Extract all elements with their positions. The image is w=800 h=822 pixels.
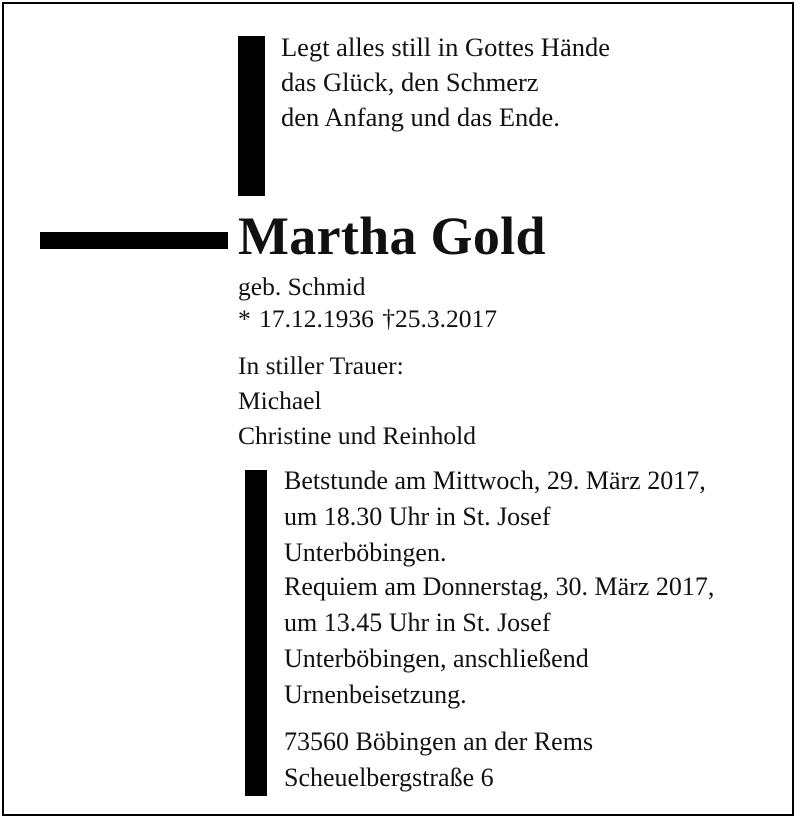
mourners-heading: In stiller Trauer:: [238, 351, 404, 380]
maiden-name: geb. Schmid: [238, 272, 366, 301]
deceased-name: Martha Gold: [238, 206, 546, 266]
requiem-line: Urnenbeisetzung.: [284, 680, 467, 709]
verse-line: den Anfang und das Ende.: [281, 102, 560, 132]
requiem-line: um 13.45 Uhr in St. Josef: [284, 608, 551, 637]
mourner-name: Michael: [238, 386, 322, 415]
prayer-line: Unterböbingen.: [284, 538, 447, 567]
verse-line: Legt alles still in Gottes Hände: [281, 32, 610, 62]
mourners-block: [238, 348, 476, 453]
prayer-service: [284, 463, 714, 571]
services-block: [284, 463, 714, 713]
requiem-service: [284, 569, 714, 713]
birth-date: 17.12.1936: [259, 304, 374, 333]
address-line: 73560 Böbingen an der Rems: [284, 727, 594, 756]
life-dates: [238, 302, 497, 336]
death-date: 25.3.2017: [395, 304, 497, 333]
cross-vertical-bar: [238, 36, 265, 196]
requiem-line: Requiem am Donnerstag, 30. März 2017,: [284, 572, 715, 601]
prayer-line: um 18.30 Uhr in St. Josef: [284, 502, 551, 531]
requiem-line: Unterböbingen, anschließend: [284, 644, 589, 673]
prayer-line: Betstunde am Mittwoch, 29. März 2017,: [284, 466, 706, 495]
mourner-name: Christine und Reinhold: [238, 421, 476, 450]
birth-symbol: *: [238, 304, 251, 333]
memorial-verse: [281, 30, 610, 135]
death-symbol: †: [382, 304, 395, 333]
cross-horizontal-bar: [40, 232, 228, 249]
services-vertical-bar: [245, 470, 267, 796]
family-address: [284, 724, 593, 796]
address-line: Scheuelbergstraße 6: [284, 763, 494, 792]
verse-line: das Glück, den Schmerz: [281, 67, 539, 97]
